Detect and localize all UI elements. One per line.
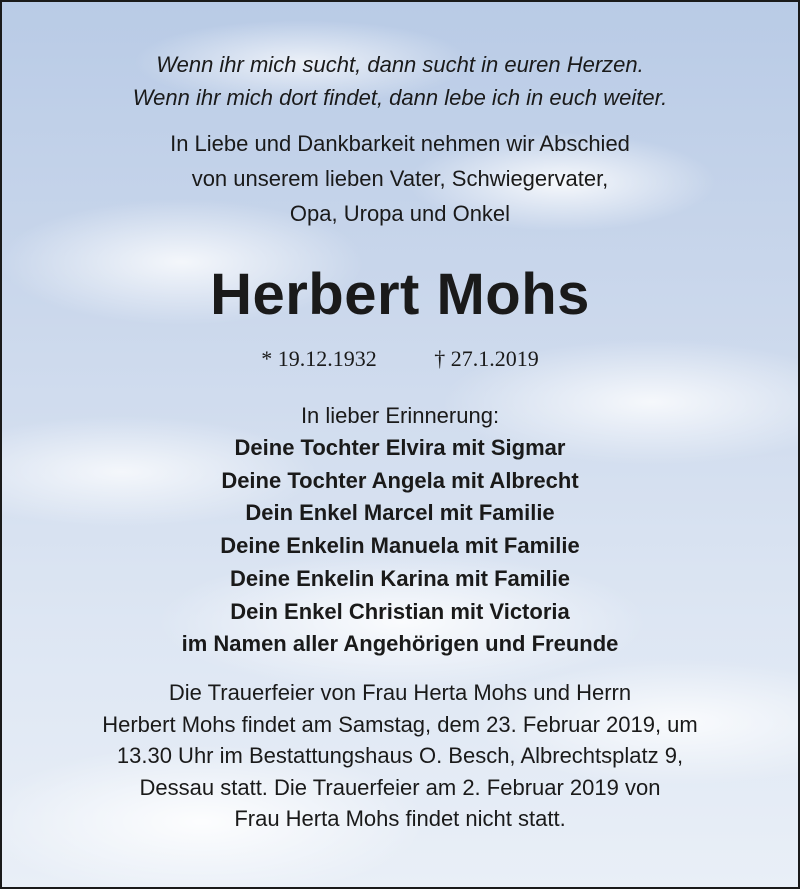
service-line: Frau Herta Mohs findet nicht statt.	[234, 806, 566, 831]
funeral-service-info	[2, 677, 798, 835]
mourner-line: Deine Enkelin Karina mit Familie	[230, 565, 570, 591]
mourners-list	[2, 432, 798, 661]
death-date: † 27.1.2019	[434, 346, 539, 371]
service-line: Herbert Mohs findet am Samstag, dem 23. Februar 2019, um	[102, 711, 698, 737]
farewell-intro	[2, 126, 798, 231]
service-line: Die Trauerfeier von Frau Herta Mohs und Herrn	[168, 680, 632, 705]
service-line: 13.30 Uhr im Bestattungshaus O. Besch, Albrechtsplatz 9,	[116, 743, 684, 768]
motto-quote	[2, 48, 798, 114]
motto-line: Wenn ihr mich dort findet, dann lebe ich in euch weiter.	[132, 85, 668, 110]
mourner-line: Dein Enkel Marcel mit Familie	[245, 500, 555, 526]
intro-line: In Liebe und Dankbarkeit nehmen wir Abschied	[170, 131, 630, 156]
mourner-line: Deine Tochter Angela mit Albrecht	[221, 467, 579, 493]
birth-date: * 19.12.1932	[261, 346, 377, 371]
mourner-line: Deine Enkelin Manuela mit Familie	[220, 533, 580, 559]
mourner-line: Dein Enkel Christian mit Victoria	[230, 598, 570, 624]
life-dates	[2, 344, 798, 374]
intro-line: von unserem lieben Vater, Schwiegervater,	[191, 166, 609, 191]
memory-heading: In lieber Erinnerung:	[300, 403, 500, 428]
intro-line: Opa, Uropa und Onkel	[289, 201, 511, 226]
deceased-name: Herbert Mohs	[210, 262, 590, 327]
motto-line: Wenn ihr mich sucht, dann sucht in euren Herzen.	[156, 52, 644, 77]
mourner-line: im Namen aller Angehörigen und Freunde	[181, 631, 619, 657]
mourner-line: Deine Tochter Elvira mit Sigmar	[234, 435, 566, 460]
service-line: Dessau statt. Die Trauerfeier am 2. Februar 2019 von	[139, 774, 661, 800]
